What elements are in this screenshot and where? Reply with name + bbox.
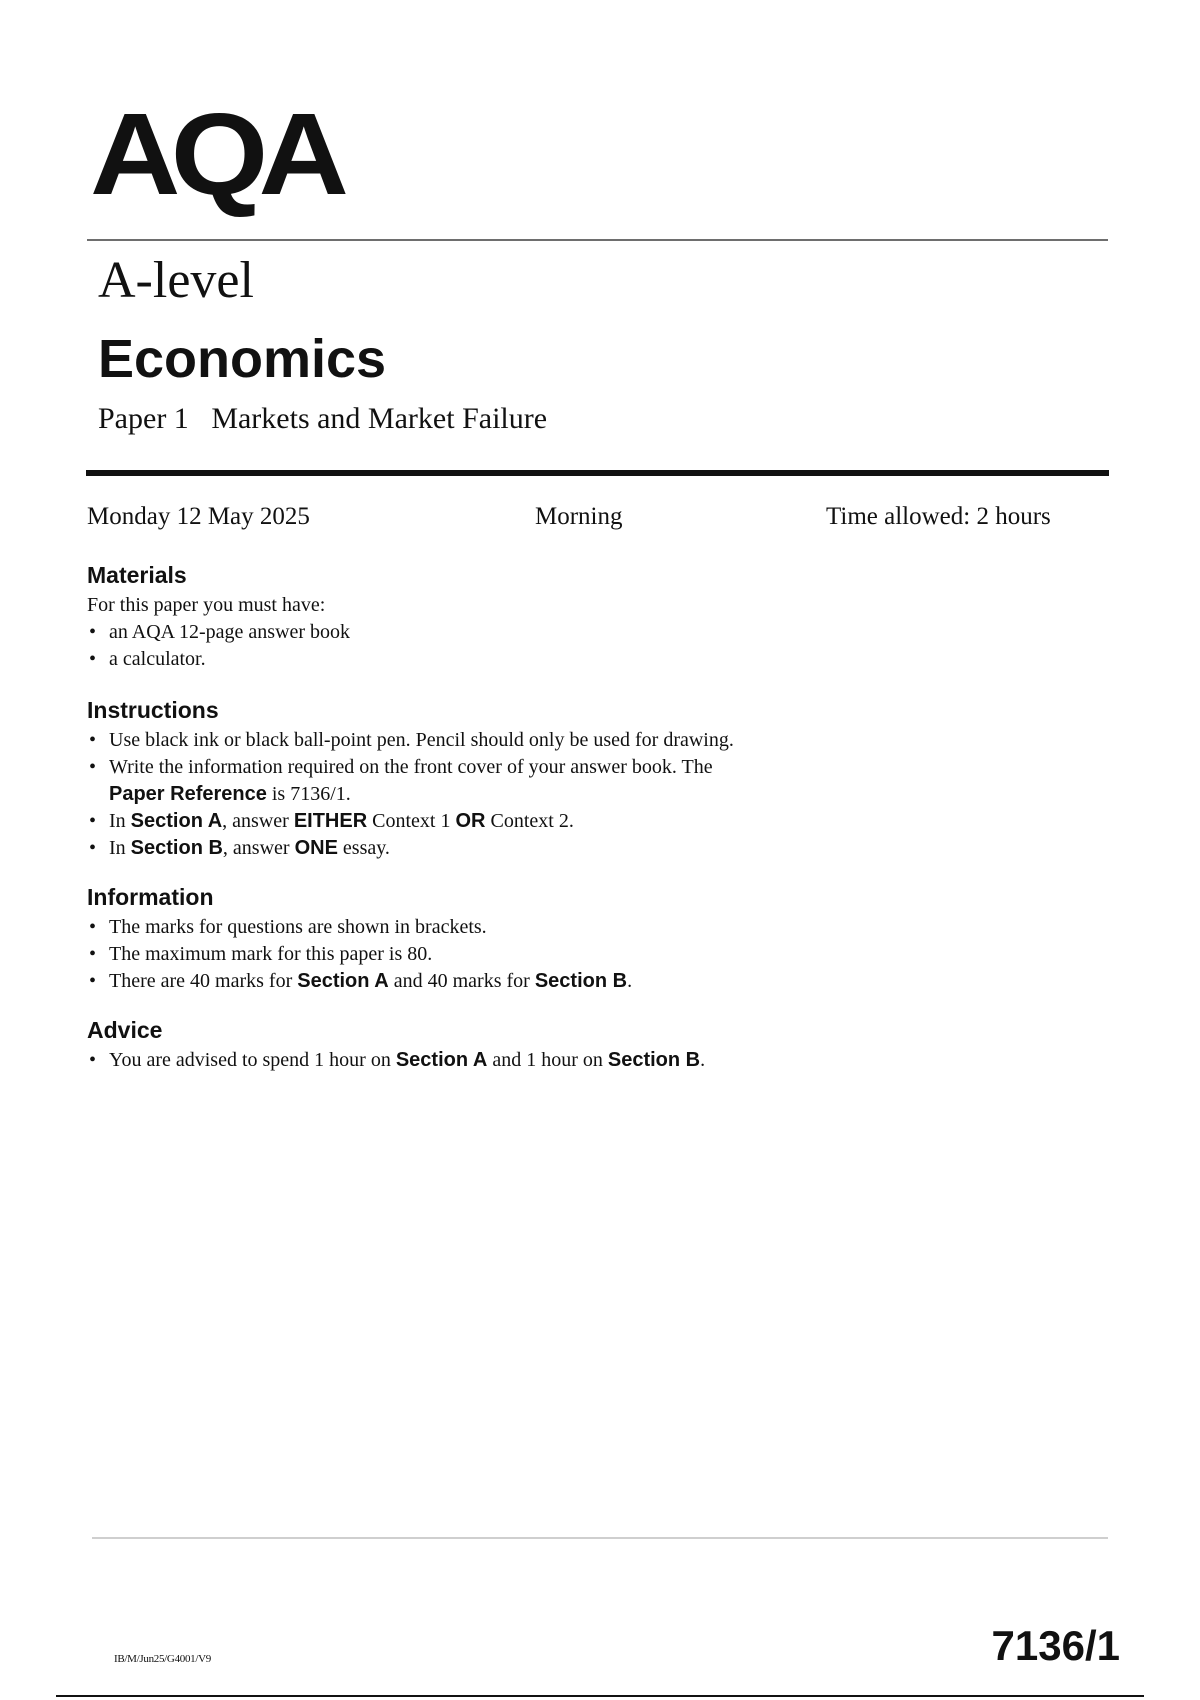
information-section: [87, 884, 907, 995]
item-bold-text: EITHER: [293, 810, 368, 833]
aqa-logo: AQA: [90, 89, 340, 219]
paper-title: [98, 402, 547, 435]
item-text: Write the information required on the front cover of your answer book. The: [109, 756, 713, 779]
item-text: is 7136/1.: [266, 783, 351, 806]
list-item: • The maximum mark for this paper is 80.: [87, 941, 907, 968]
item-text: .: [627, 970, 633, 993]
list-item: [87, 835, 907, 862]
instructions-list: [87, 727, 907, 862]
item-bold-text: Section A: [130, 810, 223, 833]
header-divider: [86, 470, 1109, 476]
item-text: essay.: [337, 837, 390, 860]
item-bold-text: ONE: [294, 837, 338, 860]
instructions-heading: Instructions: [87, 697, 219, 723]
top-divider: [87, 239, 1108, 241]
item-bold-text: Section B: [607, 1049, 701, 1072]
exam-session: Morning: [535, 503, 623, 530]
footer-divider: [92, 1537, 1108, 1539]
item-bold-text: Section A: [395, 1049, 488, 1072]
item-text: and 1 hour on: [487, 1049, 608, 1072]
advice-heading: Advice: [87, 1017, 163, 1043]
exam-date: Monday 12 May 2025: [87, 503, 310, 530]
subject-title: Economics: [98, 329, 387, 389]
item-bold-text: Section A: [297, 970, 389, 993]
list-item: [87, 1047, 907, 1074]
item-text: , answer: [222, 810, 294, 833]
item-bold-text: Section B: [534, 970, 628, 993]
materials-heading: Materials: [87, 562, 187, 588]
item-text: In: [109, 810, 131, 833]
item-bold-text: Paper Reference: [109, 783, 267, 806]
item-text: There are 40 marks for: [109, 970, 298, 993]
materials-section: [87, 562, 907, 673]
item-text: You are advised to spend 1 hour on: [109, 1049, 396, 1072]
list-item: [87, 808, 907, 835]
list-item: • Use black ink or black ball-point pen. Pencil should only be used for drawing.: [87, 727, 907, 754]
exam-duration: Time allowed: 2 hours: [826, 503, 1051, 530]
document-reference: IB/M/Jun25/G4001/V9: [114, 1653, 211, 1665]
advice-list: [87, 1047, 907, 1074]
list-item: • an AQA 12-page answer book: [87, 619, 907, 646]
item-bold-text: Section B: [130, 837, 223, 860]
instructions-section: [87, 697, 907, 862]
item-text: .: [700, 1049, 706, 1072]
item-text: , answer: [222, 837, 295, 860]
qualification-level: A-level: [98, 252, 254, 309]
item-text: and 40 marks for: [388, 970, 535, 993]
page-bottom-rule: [56, 1695, 1144, 1697]
information-heading: Information: [87, 884, 214, 910]
paper-number: Paper 1: [98, 402, 189, 435]
materials-intro: For this paper you must have:: [87, 594, 326, 617]
paper-code: 7136/1: [991, 1622, 1120, 1669]
item-text: Context 2.: [485, 810, 574, 833]
information-list: [87, 914, 907, 995]
list-item: [87, 968, 907, 995]
list-item: [87, 754, 907, 808]
list-item: • a calculator.: [87, 646, 907, 673]
paper-name: Markets and Market Failure: [211, 402, 548, 435]
materials-list: [87, 619, 907, 673]
item-text: In: [109, 837, 131, 860]
advice-section: [87, 1017, 907, 1074]
item-text: Context 1: [367, 810, 456, 833]
list-item: • The marks for questions are shown in brackets.: [87, 914, 907, 941]
item-bold-text: OR: [455, 810, 486, 833]
